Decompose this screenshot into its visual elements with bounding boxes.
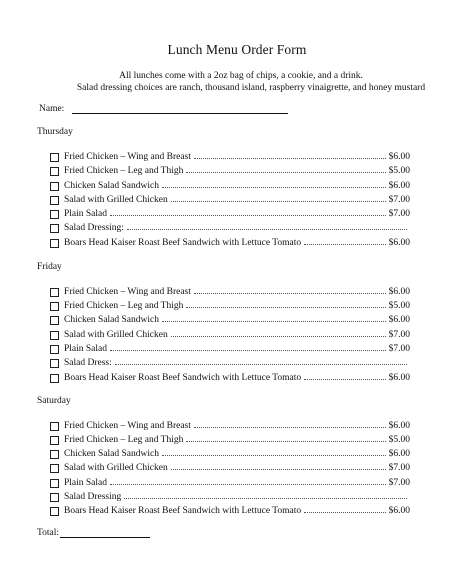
item-checkbox[interactable] [50,464,59,473]
day-heading-thursday: Thursday [37,127,73,137]
dot-leader [162,448,386,456]
item-price: $6.00 [388,238,410,248]
dot-leader [194,151,386,159]
item-checkbox[interactable] [50,196,59,205]
dot-leader [194,420,386,428]
dot-leader [194,286,386,294]
name-field[interactable] [72,104,288,114]
item-label: Salad Dress: [64,358,112,368]
menu-item [50,462,410,474]
item-checkbox[interactable] [50,450,59,459]
menu-item [50,420,410,432]
total-row [37,528,150,538]
item-price: $6.00 [388,506,410,516]
item-checkbox[interactable] [50,182,59,191]
item-price: $7.00 [388,478,410,488]
dot-leader [304,237,386,245]
dot-leader [110,343,386,351]
item-label: Fried Chicken – Wing and Breast [64,287,191,297]
item-price: $6.00 [388,287,410,297]
menu-item [50,180,410,192]
menu-item [50,372,410,384]
item-checkbox[interactable] [50,224,59,233]
name-row [39,104,288,114]
menu-item [50,194,410,206]
menu-item [50,329,410,341]
item-checkbox[interactable] [50,359,59,368]
dot-leader [171,194,386,202]
item-label: Fried Chicken – Leg and Thigh [64,166,184,176]
item-checkbox[interactable] [50,302,59,311]
menu-item [50,477,410,489]
menu-item [50,434,410,446]
dot-leader [186,300,385,308]
item-price: $5.00 [388,435,410,445]
item-price: $7.00 [388,463,410,473]
dot-leader [115,357,407,365]
menu-item [50,222,410,234]
item-label: Plain Salad [64,478,108,488]
item-price: $6.00 [388,373,410,383]
menu-item [50,314,410,326]
item-checkbox[interactable] [50,507,59,516]
dot-leader [162,314,386,322]
item-label: Boars Head Kaiser Roast Beef Sandwich with Lettuce Tomato [64,373,302,383]
item-label: Salad with Grilled Chicken [64,195,168,205]
menu-item [50,491,410,503]
menu-item [50,286,410,298]
item-checkbox[interactable] [50,239,59,248]
item-price: $5.00 [388,301,410,311]
form-title: Lunch Menu Order Form [167,42,307,57]
item-label: Salad with Grilled Chicken [64,463,168,473]
item-label: Fried Chicken – Wing and Breast [64,421,191,431]
item-label: Salad Dressing: [64,223,124,233]
item-checkbox[interactable] [50,493,59,502]
dot-leader [186,165,385,173]
item-checkbox[interactable] [50,374,59,383]
dot-leader [110,477,386,485]
item-checkbox[interactable] [50,436,59,445]
intro-line-2: Salad dressing choices are ranch, thousand island, raspberry vinaigrette, and honey mustard [76,83,426,93]
item-checkbox[interactable] [50,331,59,340]
item-label: Fried Chicken – Wing and Breast [64,152,191,162]
item-checkbox[interactable] [50,153,59,162]
item-label: Boars Head Kaiser Roast Beef Sandwich with Lettuce Tomato [64,506,302,516]
item-checkbox[interactable] [50,479,59,488]
menu-item [50,165,410,177]
item-label: Plain Salad [64,209,108,219]
item-label: Plain Salad [64,344,108,354]
menu-item [50,300,410,312]
item-checkbox[interactable] [50,288,59,297]
dot-leader [171,462,386,470]
day-heading-saturday: Saturday [37,396,71,406]
item-price: $5.00 [388,166,410,176]
menu-item [50,151,410,163]
day-heading-friday: Friday [37,262,62,272]
item-label: Chicken Salad Sandwich [64,449,159,459]
item-label: Fried Chicken – Leg and Thigh [64,301,184,311]
item-price: $6.00 [388,421,410,431]
intro-line-1: All lunches come with a 2oz bag of chips, a cookie, and a drink. [119,71,363,81]
item-checkbox[interactable] [50,167,59,176]
menu-item [50,208,410,220]
item-label: Chicken Salad Sandwich [64,181,159,191]
item-price: $6.00 [388,181,410,191]
item-label: Fried Chicken – Leg and Thigh [64,435,184,445]
item-checkbox[interactable] [50,316,59,325]
item-checkbox[interactable] [50,422,59,431]
item-label: Boars Head Kaiser Roast Beef Sandwich with Lettuce Tomato [64,238,302,248]
item-checkbox[interactable] [50,210,59,219]
item-label: Salad with Grilled Chicken [64,330,168,340]
dot-leader [110,208,386,216]
dot-leader [304,505,386,513]
dot-leader [124,491,407,499]
menu-item [50,448,410,460]
item-label: Chicken Salad Sandwich [64,315,159,325]
name-label: Name: [39,104,65,114]
dot-leader [171,329,386,337]
item-price: $6.00 [388,315,410,325]
item-price: $6.00 [388,152,410,162]
menu-item [50,357,410,369]
total-field[interactable] [60,528,150,538]
item-price: $7.00 [388,344,410,354]
menu-item [50,237,410,249]
menu-item [50,505,410,517]
total-label: Total: [37,528,60,538]
item-price: $7.00 [388,195,410,205]
item-checkbox[interactable] [50,345,59,354]
item-price: $6.00 [388,449,410,459]
dot-leader [186,434,385,442]
dot-leader [162,180,386,188]
item-label: Salad Dressing [64,492,122,502]
dot-leader [127,222,407,230]
item-price: $7.00 [388,209,410,219]
dot-leader [304,372,386,380]
menu-item [50,343,410,355]
item-price: $7.00 [388,330,410,340]
